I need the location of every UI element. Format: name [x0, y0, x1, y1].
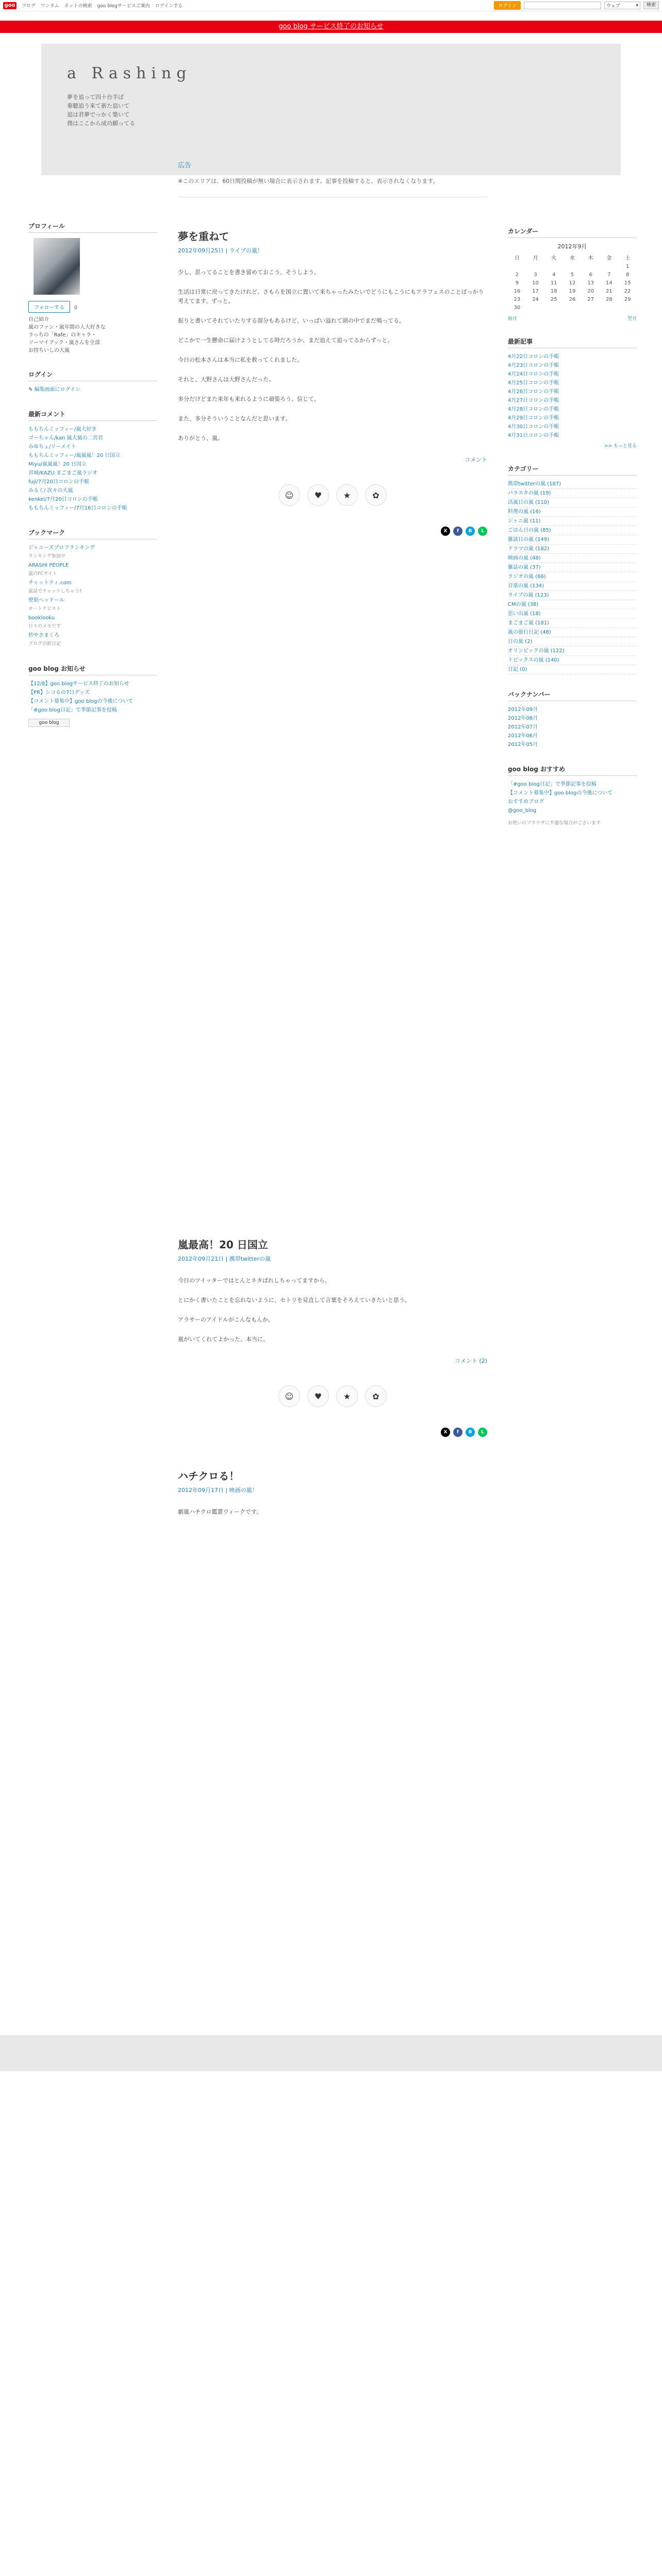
top-search-area: [494, 1, 659, 10]
calendar-day[interactable]: 17: [532, 289, 539, 294]
post-paragraph: 振りと書いてそれていたりする部分もあるけど、いっぱい溢れて頭の中でまだ鳴ってる。: [178, 317, 405, 324]
bookmark-link[interactable]: 壁紙ヘッドール: [28, 598, 64, 603]
recent-post-link[interactable]: 4月31日コロンの手帳: [508, 433, 559, 438]
x-share-icon[interactable]: X: [441, 1428, 450, 1437]
blog-header: [41, 44, 621, 175]
recent-comment-link[interactable]: fuji/7月20日コロンの手帳: [28, 479, 89, 485]
blog-desc-line: 追は君夢でっかく築いて: [67, 111, 129, 118]
calendar-day[interactable]: 27: [587, 297, 594, 302]
goo-notice-link[interactable]: 【12/8】goo blogサービス終了のお知らせ: [28, 681, 129, 687]
recent-posts-heading: 最新記事: [508, 337, 637, 348]
calendar-day[interactable]: 16: [514, 289, 521, 294]
post-paragraph: ありがとう、嵐。: [178, 435, 223, 442]
calendar-next-link[interactable]: 翌月: [627, 316, 637, 321]
calendar-day[interactable]: 6: [589, 272, 592, 278]
category-link[interactable]: 嵐の旅行日記 (48): [508, 630, 551, 635]
profile-heading: プロフィール: [28, 222, 157, 233]
reaction-star-icon[interactable]: ★: [336, 484, 358, 506]
calendar-day[interactable]: 7: [607, 272, 611, 278]
category-link[interactable]: 携帯twitterの嵐 (187): [508, 481, 561, 487]
line-share-icon[interactable]: L: [478, 1428, 487, 1437]
calendar-prev-link[interactable]: 前月: [508, 316, 518, 321]
recent-comment-link[interactable]: ももちんミッフィー/嵐大好き: [28, 427, 97, 432]
backnumber-link[interactable]: 2012年08月: [508, 716, 538, 721]
calendar-day[interactable]: 4: [552, 272, 556, 278]
category-link[interactable]: 雑談日の嵐 (149): [508, 537, 550, 543]
calendar-day: [508, 264, 526, 269]
service-notice-banner[interactable]: [0, 21, 662, 33]
backnumber-section: [508, 690, 637, 749]
recommend-footnote: お使いのブラウザに不適な場合がございます: [508, 821, 601, 826]
blog-title[interactable]: a Rashing: [67, 64, 192, 82]
recommend-link[interactable]: おすすめブログ: [508, 799, 544, 805]
follow-button[interactable]: フォローする: [28, 301, 70, 313]
top-nav-item[interactable]: ログインする: [155, 4, 183, 9]
recent-post-link[interactable]: 4月27日コロンの手帳: [508, 398, 559, 403]
recent-posts-list: [508, 352, 637, 440]
avatar[interactable]: [34, 238, 80, 295]
category-link[interactable]: 料理の嵐 (16): [508, 509, 541, 515]
search-scope-select[interactable]: [604, 2, 640, 9]
recent-post-link[interactable]: 4月30日コロンの手帳: [508, 424, 559, 430]
goo-notice-heading: goo blog お知らせ: [28, 664, 157, 675]
calendar-day: [582, 264, 600, 269]
post-paragraph: 少し、思ってることを書き留めておこう。そうしよう。: [178, 269, 320, 276]
hatena-share-icon[interactable]: B: [466, 527, 475, 536]
category-link[interactable]: まごまご嵐 (181): [508, 620, 550, 626]
calendar-day[interactable]: 10: [532, 280, 539, 286]
categories-heading: カテゴリー: [508, 464, 637, 476]
category-link[interactable]: ラジオの嵐 (66): [508, 574, 546, 580]
blog-description: [67, 93, 135, 128]
bookmark-desc: 嵐話でチャットしちゃう?: [28, 589, 82, 594]
calendar-day[interactable]: 24: [532, 297, 539, 302]
login-section: [28, 370, 157, 394]
recent-comment-link[interactable]: kenkei/7月20日コロンの手帳: [28, 497, 98, 502]
profile-line: 嵐のファン・嵐年間の人大好きな: [28, 325, 106, 330]
calendar-day[interactable]: 30: [514, 305, 521, 311]
left-sidebar: [28, 222, 157, 742]
goo-notice-link[interactable]: 【PR】シコるの7日グッズ: [28, 690, 90, 696]
category-link[interactable]: 映画の嵐 (48): [508, 555, 541, 561]
calendar-day[interactable]: 1: [625, 264, 630, 269]
right-sidebar: [508, 227, 637, 841]
calendar-day: [544, 305, 563, 311]
calendar-day[interactable]: 9: [515, 280, 519, 286]
calendar-day[interactable]: 13: [587, 280, 594, 286]
comment-link[interactable]: コメント: [465, 456, 487, 463]
calendar-day[interactable]: 23: [514, 297, 521, 302]
calendar-month: 2012年9月: [557, 243, 587, 250]
comment-link[interactable]: コメント (2): [454, 1358, 487, 1364]
profile-text: [28, 316, 157, 354]
category-link[interactable]: 雑誌の嵐 (37): [508, 565, 541, 570]
post-paragraph: それと、大野さんは大野さんだった。: [178, 376, 274, 383]
recent-post-link[interactable]: 4月22日コロンの手帳: [508, 354, 559, 360]
calendar-day[interactable]: 26: [569, 297, 576, 302]
backnumber-link[interactable]: 2012年07月: [508, 724, 538, 730]
post-body: [178, 1276, 487, 1344]
category-link[interactable]: 思い出嵐 (18): [508, 611, 541, 617]
top-nav-item[interactable]: goo blogサービスご案内: [97, 4, 150, 9]
profile-line: ソーマイブック・嵐さんを全部: [28, 340, 100, 346]
calendar-day: [526, 305, 545, 311]
category-link[interactable]: オリンピックの嵐 (122): [508, 648, 565, 654]
category-link[interactable]: 日の嵐 (2): [508, 639, 533, 645]
backnumber-list: [508, 705, 637, 749]
calendar-day: [526, 264, 545, 269]
search-button[interactable]: 検索: [643, 2, 659, 9]
recent-comment-link[interactable]: Miyu/嵐嵐嵐！20 日国立: [28, 462, 87, 467]
bookmark-desc: 日々のメモです: [28, 624, 61, 629]
goo-blog-badge[interactable]: goo blog: [28, 719, 70, 727]
page-break-band: [0, 2035, 662, 2071]
calendar-day[interactable]: 14: [606, 280, 613, 286]
backnumber-heading: バックナンバー: [508, 690, 637, 701]
category-link[interactable]: パラスタの嵐 (19): [508, 490, 551, 496]
category-link[interactable]: 音楽の嵐 (134): [508, 583, 544, 589]
calendar-day[interactable]: 2: [515, 272, 519, 278]
post-body: [178, 1507, 487, 1517]
blog-desc-line: 僕はここから成功願ってる: [67, 120, 135, 127]
service-notice-link[interactable]: goo blog サービス終了のお知らせ: [278, 23, 384, 30]
post-meta[interactable]: 2012年09月21日 | 携帯twitterの嵐: [178, 1256, 271, 1262]
post-paragraph: 今日の松本さんは本当に私を救ってくれました。: [178, 357, 303, 363]
bookmark-link[interactable]: booklooku: [28, 615, 55, 621]
recent-comment-link[interactable]: 宮城/KAZU まごまご嵐ラジオ: [28, 470, 97, 476]
chevron-down-icon: ▾: [636, 3, 638, 8]
calendar-weekday: 火: [551, 256, 557, 261]
calendar-grid: [508, 253, 637, 311]
goo-logo[interactable]: goo: [3, 2, 16, 9]
bookmarks-heading: ブックマーク: [28, 528, 157, 539]
post-meta[interactable]: 2012年09月25日 | ライブの嵐！: [178, 247, 263, 254]
bookmarks-section: [28, 528, 157, 649]
calendar-day[interactable]: 3: [534, 272, 537, 278]
post-paragraph: 多分だけどまた来年も来れるように頑張ろう、信じて。: [178, 396, 320, 402]
bookmark-link[interactable]: 紗やさまくろ: [28, 633, 59, 638]
bookmark-link[interactable]: ARASHI PEOPLE: [28, 563, 69, 568]
hatena-share-icon[interactable]: B: [466, 1428, 475, 1437]
category-link[interactable]: ライブの嵐 (123): [508, 592, 549, 598]
calendar-day: [563, 264, 582, 269]
goo-recommend-heading: goo blog おすすめ: [508, 765, 637, 776]
reaction-clap-icon[interactable]: ✿: [365, 1385, 387, 1407]
top-nav-item[interactable]: ブログ: [22, 4, 36, 9]
recent-comments-section: [28, 410, 157, 513]
calendar-day[interactable]: 21: [606, 289, 613, 294]
bookmark-desc: オートナビスト: [28, 606, 61, 612]
calendar-weekday: 木: [588, 256, 593, 261]
recent-posts-section: [508, 337, 637, 449]
post-meta[interactable]: 2012年09月17日 | 映画の嵐！: [178, 1487, 258, 1494]
post-title[interactable]: 嵐最高！20 日国立: [178, 1239, 268, 1251]
category-link[interactable]: 日記 (0): [508, 667, 527, 672]
reaction-like-icon[interactable]: ☺: [278, 484, 300, 506]
category-link[interactable]: トピックスの嵐 (140): [508, 657, 559, 663]
post-paragraph: アラサーのアイドルがこんなもんか。: [178, 1316, 274, 1323]
line-share-icon[interactable]: L: [478, 527, 487, 536]
profile-line: 自己紹介: [28, 317, 49, 323]
bookmark-link[interactable]: ジャニーズプロフランキング: [28, 545, 95, 551]
search-input[interactable]: [524, 2, 601, 9]
recommend-link[interactable]: @goo_blog: [508, 808, 537, 814]
recent-post-link[interactable]: 4月29日コロンの手帳: [508, 415, 559, 421]
calendar-day: [600, 305, 619, 311]
search-scope-label: ウェブ: [606, 4, 620, 9]
post-paragraph: 劇嵐ハチクロ鑑賞ウィークです。: [178, 1509, 262, 1515]
category-link[interactable]: ごはん日の嵐 (85): [508, 528, 551, 533]
recent-post-link[interactable]: 4月28日コロンの手帳: [508, 406, 559, 412]
post-paragraph: 生活は日常に戻ってきたけれど、さもらを国立に置いて来ちゃったみたいでどうにもこうにもアラフェスのことばっかり考えてます。ずっと。: [178, 289, 484, 304]
profile-line: ラっちの「Rafe」のキャラ・: [28, 332, 97, 338]
goo-topbar: [0, 0, 662, 11]
calendar-day[interactable]: 20: [587, 289, 594, 294]
goo-notice-section: [28, 664, 157, 727]
calendar-day[interactable]: 12: [569, 280, 576, 286]
calendar-weekday: 土: [625, 256, 631, 261]
post-body: [178, 268, 487, 443]
calendar-day[interactable]: 22: [624, 289, 631, 294]
calendar-day: [544, 264, 563, 269]
post-spacer: [178, 567, 487, 1236]
post-paragraph: 今日のツイッターではとんとネタばれしちゃってますから。: [178, 1277, 331, 1284]
calendar-weekday: 月: [533, 256, 538, 261]
backnumber-link[interactable]: 2012年05月: [508, 742, 538, 748]
top-nav-item[interactable]: ネットの検索: [64, 4, 92, 9]
calendar-day: [618, 305, 637, 311]
calendar-weekday: 日: [514, 256, 520, 261]
categories-section: [508, 464, 637, 674]
admin-login-link[interactable]: 編集画面にログイン: [34, 387, 81, 393]
backnumber-link[interactable]: 2012年06月: [508, 733, 538, 739]
pencil-icon: ✎: [28, 387, 35, 393]
recent-comment-link[interactable]: みるく/ 次々の大嵐: [28, 488, 73, 494]
facebook-share-icon[interactable]: f: [453, 527, 462, 536]
main-content: [178, 160, 487, 1527]
category-link[interactable]: ドラマの嵐 (182): [508, 546, 550, 552]
reaction-row: [178, 1385, 487, 1407]
post-paragraph: とにかく書いたことを忘れないように、セトリを見直して言葉をそろえていきたいと思う。: [178, 1297, 410, 1303]
top-nav-item[interactable]: ワンタム: [41, 4, 59, 9]
bookmark-link[interactable]: チャットティ.com: [28, 580, 72, 586]
recent-comment-link[interactable]: ゴーちゃん/kan 嵐大嵐の二宮君: [28, 435, 103, 441]
follow-count: 0: [74, 305, 78, 311]
post-paragraph: 嵐がいてくれてよかった。本当に。: [178, 1336, 269, 1343]
recent-post-link[interactable]: 4月25日コロンの手帳: [508, 380, 559, 386]
post: [178, 1468, 487, 1517]
bookmark-desc: ブログの新日記: [28, 641, 61, 647]
post-paragraph: また、多分そういうことなんだと思います。: [178, 415, 291, 422]
calendar-day[interactable]: 5: [570, 272, 574, 278]
post-paragraph: どこかで一生懸命に届けようとしてる時だろうか、まだ追えて追ってるからずっと。: [178, 337, 393, 344]
recent-comment-link[interactable]: みゆちょ/リーメイト: [28, 444, 76, 450]
calendar-weekday: 水: [569, 256, 575, 261]
goo-notice-link[interactable]: 【コメント募集中】goo blogの今後について: [28, 699, 134, 704]
blog-desc-line: 夢を追って四十台半ば: [67, 94, 124, 100]
calendar-day: [582, 305, 600, 311]
calendar-day[interactable]: 25: [550, 297, 557, 302]
post: [178, 1236, 487, 1437]
share-row: [178, 1428, 487, 1437]
facebook-share-icon[interactable]: f: [453, 1428, 462, 1437]
bookmark-desc: ランキング参加中: [28, 554, 65, 559]
calendar-day[interactable]: 28: [606, 297, 613, 302]
calendar-day[interactable]: 11: [550, 280, 557, 286]
category-link[interactable]: 活嵐日の嵐 (110): [508, 500, 550, 505]
post-title[interactable]: ハチクロる！: [178, 1470, 240, 1482]
recommend-link[interactable]: 【コメント募集中】goo blogの今後について: [508, 790, 613, 796]
calendar-day: [600, 264, 619, 269]
recent-comment-link[interactable]: ももちんミッフィー/嵐嵐嵐！20 日国立: [28, 453, 121, 459]
recent-post-link[interactable]: 4月26日コロンの手帳: [508, 389, 559, 395]
calendar-day[interactable]: 8: [625, 272, 630, 278]
top-nav: [22, 2, 183, 9]
x-share-icon[interactable]: X: [441, 527, 450, 536]
category-link[interactable]: ジャニ嵐 (11): [508, 518, 541, 524]
calendar-day[interactable]: 18: [550, 289, 557, 294]
categories-list: [508, 480, 637, 674]
calendar-day[interactable]: 29: [624, 297, 631, 302]
reaction-row: [178, 484, 487, 506]
reaction-star-icon[interactable]: ★: [336, 1385, 358, 1407]
backnumber-link[interactable]: 2012年09月: [508, 707, 538, 713]
calendar-weekday: 金: [606, 256, 612, 261]
ad-label[interactable]: 広告: [178, 162, 192, 170]
calendar-day[interactable]: 19: [569, 289, 576, 294]
profile-section: [28, 222, 157, 354]
recent-comments-heading: 最新コメント: [28, 410, 157, 421]
goo-recommend-section: [508, 765, 637, 826]
profile-line: お持ちいしの大嵐: [28, 348, 70, 353]
post-title[interactable]: 夢を重ねて: [178, 230, 229, 243]
share-row: [178, 527, 487, 536]
goo-notice-link[interactable]: 「#goo blog日記」で季節記事を投稿: [28, 707, 117, 713]
category-link[interactable]: CMの嵐 (38): [508, 602, 539, 607]
reaction-like-icon[interactable]: ☺: [278, 1385, 300, 1407]
recent-post-link[interactable]: 4月24日コロンの手帳: [508, 371, 559, 377]
login-button[interactable]: ログイン: [494, 1, 521, 10]
calendar: [508, 242, 637, 321]
recommend-link[interactable]: 「#goo blog日記」で季節記事を投稿: [508, 782, 597, 787]
goo-recommend-list: [508, 780, 637, 815]
recent-comment-link[interactable]: ももちんミッフィー/7月16日コロンの手帳: [28, 505, 127, 511]
calendar-day[interactable]: 15: [624, 280, 631, 286]
blog-desc-line: 秦聴追う来て新た追いて: [67, 103, 129, 109]
bookmark-desc: 嵐のFCサイト: [28, 571, 57, 577]
reaction-heart-icon[interactable]: ♥: [307, 484, 329, 506]
reaction-heart-icon[interactable]: ♥: [307, 1385, 329, 1407]
more-posts-link[interactable]: >> もっと見る: [604, 444, 637, 449]
post: [178, 228, 487, 536]
recent-post-link[interactable]: 4月23日コロンの手帳: [508, 363, 559, 368]
calendar-section: [508, 227, 637, 321]
calendar-day: [563, 305, 582, 311]
login-heading: ログイン: [28, 370, 157, 381]
reaction-clap-icon[interactable]: ✿: [365, 484, 387, 506]
calendar-heading: カレンダー: [508, 227, 637, 238]
inactive-notice: ※このエリアは、60日間投稿が無い場合に表示されます。記事を投稿すると、表示されなくなります。: [178, 177, 487, 197]
